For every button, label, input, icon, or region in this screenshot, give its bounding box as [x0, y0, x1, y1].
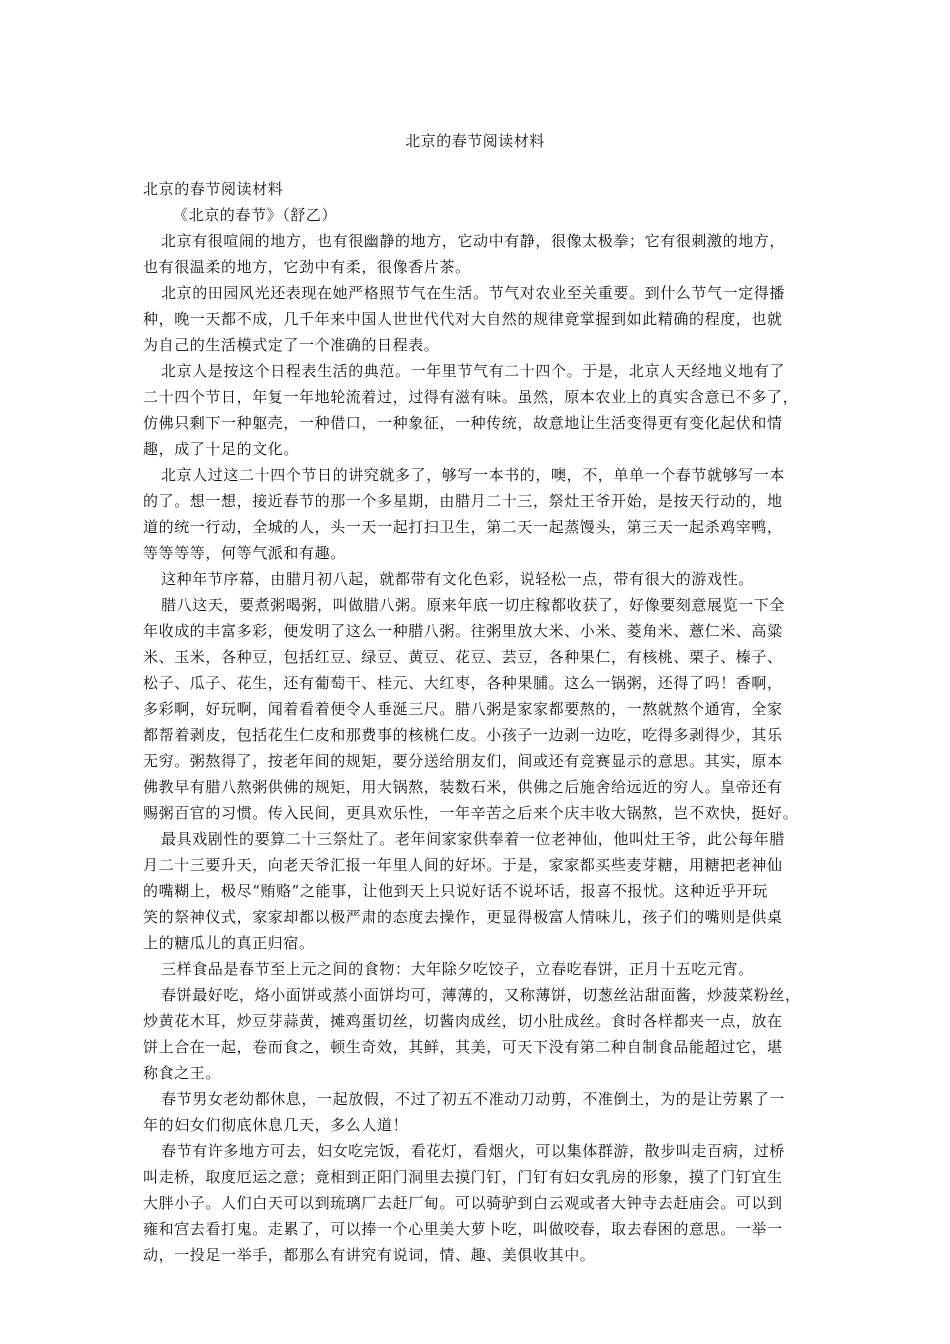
document-subtitle: 北京的春节阅读材料	[143, 180, 284, 198]
body-paragraph	[143, 280, 807, 358]
paragraph-line: 的了。想一想，接近春节的那一个多星期，由腊月二十三，祭灶王爷开始，是按天行动的，地	[143, 492, 783, 510]
paragraph-line: 笑的祭神仪式，家家却都以极严肃的态度去操作，更显得极富人情味儿，孩子们的嘴则是供桌	[143, 908, 783, 926]
paragraph-line: 赐粥百官的习惯。传入民间，更具欢乐性，一年辛苦之后来个庆丰收大锅熬，岂不欢快，挺好。	[143, 804, 799, 822]
body-paragraph	[143, 462, 807, 566]
page-title: 北京的春节阅读材料	[405, 132, 545, 150]
paragraph-line: 称食之王。	[143, 1064, 222, 1082]
paragraph-line: 北京有很喧闹的地方，也有很幽静的地方，它动中有静，很像太极拳；它有很刺激的地方，	[161, 232, 786, 250]
paragraph-line: 等等等等，何等气派和有趣。	[143, 544, 346, 562]
paragraph-line: 炒黄花木耳，炒豆芽蒜黄，摊鸡蛋切丝，切酱肉成丝，切小肚成丝。食时各样都夹一点，放在	[143, 1012, 783, 1030]
paragraph-line: 年的妇女们彻底休息几天，多么人道！	[143, 1116, 409, 1134]
paragraph-line: 都帮着剥皮，包括花生仁皮和那费事的核桃仁皮。小孩子一边剥一边吃，吃得多剥得少，其乐	[143, 726, 783, 744]
body-paragraph	[143, 358, 807, 462]
paragraph-line: 三样食品是春节至上元之间的食物：大年除夕吃饺子，立春吃春饼，正月十五吃元宵。	[161, 960, 754, 978]
paragraph-line: 北京人是按这个日程表生活的典范。一年里节气有二十四个。于是，北京人天经地义地有了	[161, 362, 786, 380]
paragraph-line: 上的糖瓜儿的真正归宿。	[143, 934, 315, 952]
paragraph-line: 松子、瓜子、花生，还有葡萄干、桂元、大红枣，各种果脯。这么一锅粥，还得了吗！香啊，	[143, 674, 783, 692]
document-body	[143, 176, 807, 1268]
paragraph-line: 这种年节序幕，由腊月初八起，就都带有文化色彩，说轻松一点，带有很大的游戏性。	[161, 570, 754, 588]
paragraph-line: 种，晚一天都不成，几千年来中国人世世代代对大自然的规律竟掌握到如此精确的程度，也就	[143, 310, 783, 328]
paragraph-line: 雍和宫去看打鬼。走累了，可以捧一个心里美大萝卜吃，叫做咬春，取去春困的意思。一举一	[143, 1220, 783, 1238]
paragraph-line: 也有很温柔的地方，它劲中有柔，很像香片茶。	[143, 258, 471, 276]
body-paragraph	[143, 1138, 807, 1268]
body-paragraph	[143, 1086, 807, 1138]
paragraph-line: 趣，成了十足的文化。	[143, 440, 300, 458]
paragraph-line: 多彩啊，好玩啊，闻着看着便令人垂涎三尺。腊八粥是家家都要熬的，一熬就熬个通宵，全家	[143, 700, 783, 718]
body-paragraph	[143, 956, 807, 982]
paragraph-line: 的嘴糊上，极尽“贿赂”之能事，让他到天上只说好话不说坏话，报喜不报忧。这种近乎开玩	[143, 882, 768, 900]
paragraph-line: 无穷。粥熬得了，按老年间的规矩，要分送给朋友们，间或还有竞赛显示的意思。其实，原本	[143, 752, 783, 770]
body-paragraph	[143, 566, 807, 592]
paragraph-line: 北京的田园风光还表现在她严格照节气在生活。节气对农业至关重要。到什么节气一定得播	[161, 284, 786, 302]
paragraph-line: 春饼最好吃，烙小面饼或蒸小面饼均可，薄薄的，又称薄饼，切葱丝沾甜面酱，炒菠菜粉丝，	[161, 986, 801, 1004]
body-paragraph	[143, 592, 807, 826]
paragraph-line: 米、玉米，各种豆，包括红豆、绿豆、黄豆、花豆、芸豆，各种果仁，有核桃、栗子、榛子、	[143, 648, 783, 666]
paragraph-line: 最具戏剧性的要算二十三祭灶了。老年间家家供奉着一位老神仙，他叫灶王爷，此公每年腊	[161, 830, 786, 848]
paragraph-line: 春节有许多地方可去，妇女吃完饭，看花灯，看烟火，可以集体群游，散步叫走百病，过桥	[161, 1142, 786, 1160]
paragraph-line: 道的统一行动，全城的人，头一天一起打扫卫生，第二天一起蒸馒头，第三天一起杀鸡宰鸭，	[143, 518, 783, 536]
paragraph-line: 饼上合在一起，卷而食之，顿生奇效，其鲜，其美，可天下没有第二种自制食品能超过它，堪	[143, 1038, 783, 1056]
body-paragraph	[143, 228, 807, 280]
paragraph-line: 佛教早有腊八熬粥供佛的规矩，用大锅熬，装数石米，供佛之后施舍给远近的穷人。皇帝还有	[143, 778, 783, 796]
paragraph-list	[143, 228, 807, 1268]
paragraph-line: 北京人过这二十四个节日的讲究就多了，够写一本书的，噢，不，单单一个春节就够写一本	[161, 466, 786, 484]
paragraph-line: 腊八这天，要煮粥喝粥，叫做腊八粥。原来年底一切庄稼都收获了，好像要刻意展览一下全	[161, 596, 786, 614]
paragraph-line: 二十四个节日，年复一年地轮流着过，过得有滋有味。虽然，原本农业上的真实含意已不多了，	[143, 388, 799, 406]
paragraph-line: 为自己的生活模式定了一个准确的日程表。	[143, 336, 440, 354]
paragraph-line: 大胖小子。人们白天可以到琉璃厂去赶厂甸。可以骑驴到白云观或者大钟寺去赶庙会。可以到	[143, 1194, 783, 1212]
paragraph-line: 叫走桥，取度厄运之意；竟相到正阳门洞里去摸门钉，门钉有妇女乳房的形象，摸了门钉宜生	[143, 1168, 783, 1186]
paragraph-line: 春节男女老幼都休息，一起放假，不过了初五不准动刀动剪，不准倒土，为的是让劳累了一	[161, 1090, 786, 1108]
paragraph-line: 仿佛只剩下一种躯壳，一种借口，一种象征，一种传统，故意地让生活变得更有变化起伏和情	[143, 414, 783, 432]
paragraph-line: 年收成的丰富多彩，便发明了这么一种腊八粥。往粥里放大米、小米、菱角米、薏仁米、高粱	[143, 622, 783, 640]
paragraph-line: 月二十三要升天，向老天爷汇报一年里人间的好坏。于是，家家都买些麦芽糖，用糖把老神仙	[143, 856, 783, 874]
body-paragraph	[143, 982, 807, 1086]
paragraph-line: 动，一投足一举手，都那么有讲究有说词，情、趣、美俱收其中。	[143, 1246, 596, 1264]
work-title: 《北京的春节》（舒乙）	[173, 206, 338, 224]
body-paragraph	[143, 826, 807, 956]
